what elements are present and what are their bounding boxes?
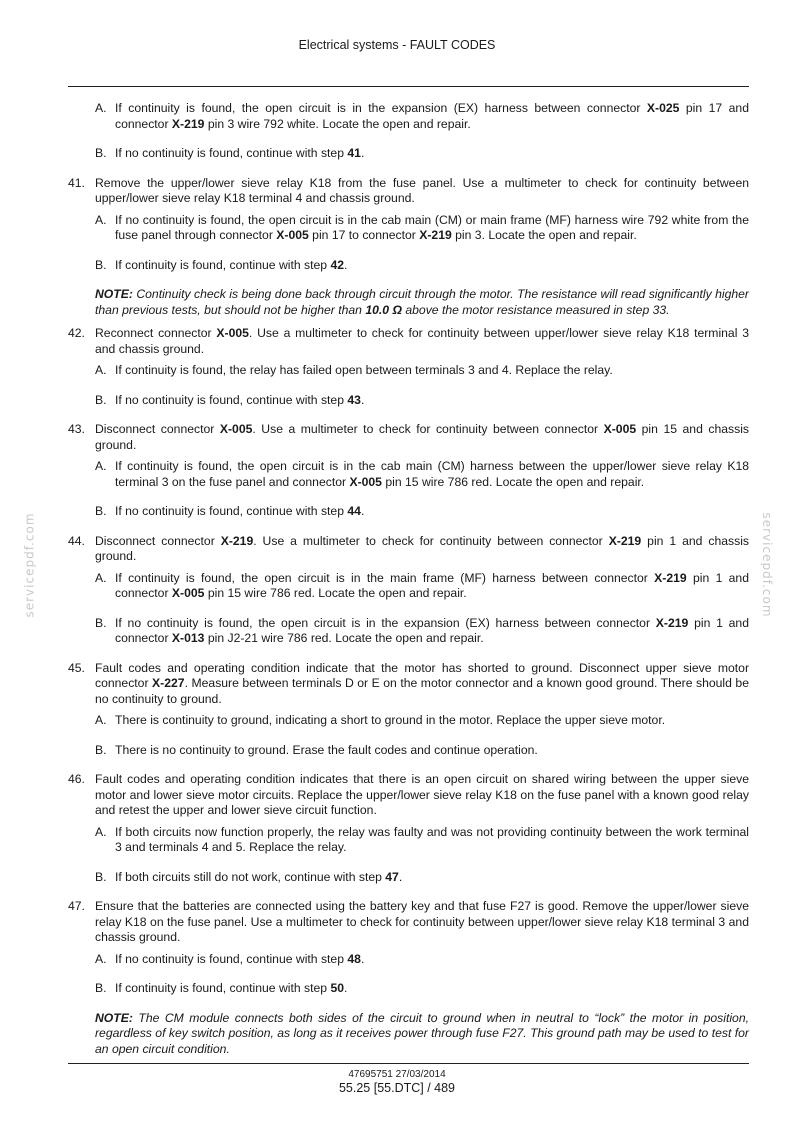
substep-letter: B. xyxy=(95,869,107,884)
text-run: pin 1 and chassis ground. xyxy=(95,533,749,563)
step-text xyxy=(95,422,749,452)
substep-letter: B. xyxy=(95,257,107,272)
bold-reference: X-005 xyxy=(349,474,382,489)
document-body xyxy=(0,95,794,1065)
substep-text xyxy=(115,504,364,518)
text-run: . xyxy=(344,981,348,995)
text-run: If both circuits still do not work, continue with step xyxy=(115,869,386,884)
text-run: pin 17 and connector xyxy=(115,101,749,131)
step-46 xyxy=(0,772,794,819)
substep-text xyxy=(115,825,749,855)
substep-46a xyxy=(0,825,794,856)
text-run: . xyxy=(398,869,403,884)
substep-text xyxy=(115,571,749,601)
bold-reference: 42 xyxy=(330,257,344,272)
bold-reference: X-219 xyxy=(220,533,254,548)
substep-text xyxy=(115,146,364,160)
text-run: If continuity is found, the relay has failed open between terminals 3 and 4. Replace the relay. xyxy=(115,363,613,377)
substep-letter: B. xyxy=(95,146,107,160)
substep-letter: B. xyxy=(95,392,107,407)
text-run: There is continuity to ground, indicating a short to ground in the motor. Replace the upper sieve motor. xyxy=(115,713,666,727)
note-block xyxy=(0,287,794,318)
text-run: . Measure between terminals D or E on the motor connector and a known good ground. There should be no continuity to ground. xyxy=(95,676,749,706)
text-run: pin 1 and connector xyxy=(115,570,749,600)
bold-reference: X-005 xyxy=(219,422,253,436)
substep-text xyxy=(115,743,538,757)
bold-reference: X-227 xyxy=(152,676,185,690)
note-block xyxy=(0,1011,794,1058)
step-number: 46. xyxy=(68,772,85,786)
step-41 xyxy=(0,176,794,207)
bold-reference: NOTE: xyxy=(95,1010,133,1025)
substep-text xyxy=(115,713,665,727)
step-text xyxy=(95,176,749,206)
text-run: Disconnect connector xyxy=(95,422,220,436)
bold-reference: X-219 xyxy=(608,533,642,548)
substep-letter: A. xyxy=(95,824,107,839)
bold-reference: X-219 xyxy=(654,570,687,585)
text-run: If continuity is found, the open circuit is in the expansion (EX) harness between connector xyxy=(115,101,647,115)
bold-reference: 41 xyxy=(347,146,361,160)
substep-45b xyxy=(0,743,794,759)
bold-reference: X-013 xyxy=(171,631,205,645)
text-run: Continuity check is being done back through circuit through the motor. The resistance will read significantly higher than previous tests, but should not be higher than xyxy=(95,287,749,317)
bold-reference: X-219 xyxy=(655,615,689,630)
text-run: The CM module connects both sides of the circuit to ground when in neutral to “lock” the motor in position, regardless of key switch position, as long as it receives power through fuse F27. This ground path may be used to test for an open circuit condition. xyxy=(95,1010,749,1056)
step-text xyxy=(95,661,749,706)
text-run: If continuity is found, the open circuit is in the main frame (MF) harness between connector xyxy=(115,570,655,585)
text-run: . xyxy=(360,392,365,407)
bold-reference: X-025 xyxy=(646,101,680,115)
text-run: If no continuity is found, the open circuit is in the cab main (CM) or main frame (MF) harness wire 792 white from the fuse panel through connector xyxy=(115,212,749,242)
text-run: above the motor resistance measured in step 33. xyxy=(401,302,670,317)
text-run: pin 1 and connector xyxy=(115,615,749,645)
substep-letter: A. xyxy=(95,212,107,227)
page-header-title: Electrical systems - FAULT CODES xyxy=(298,38,496,52)
substep-41a xyxy=(0,213,794,244)
text-run: If no continuity is found, continue with step xyxy=(115,392,348,407)
text-run: pin 15 wire 786 red. Locate the open and repair. xyxy=(204,586,467,600)
substep-40b xyxy=(0,146,794,162)
substep-text xyxy=(115,101,749,131)
text-run: pin J2-21 wire 786 red. Locate the open and repair. xyxy=(204,631,484,645)
footer-page-number: 55.25 [55.DTC] / 489 xyxy=(338,1081,456,1095)
substep-44a xyxy=(0,571,794,602)
text-run: There is no continuity to ground. Erase the fault codes and continue operation. xyxy=(115,742,538,757)
text-run: If no continuity is found, continue with step xyxy=(115,146,348,160)
footer-divider xyxy=(68,1063,749,1064)
step-44 xyxy=(0,534,794,565)
substep-text xyxy=(115,459,749,489)
substep-text xyxy=(115,393,364,407)
text-run: . xyxy=(360,951,365,966)
text-run: If no continuity is found, the open circuit is in the expansion (EX) harness between connector xyxy=(115,615,656,630)
substep-letter: B. xyxy=(95,615,107,630)
substep-letter: A. xyxy=(95,951,107,966)
step-text xyxy=(95,899,749,944)
text-run: If both circuits now function properly, the relay was faulty and was not providing continuity between the work terminal 3 and terminals 4 and 5. Replace the relay. xyxy=(115,824,749,854)
substep-letter: B. xyxy=(95,504,107,518)
substep-45a xyxy=(0,713,794,729)
substep-47a xyxy=(0,952,794,968)
substep-41b xyxy=(0,258,794,274)
substep-46b xyxy=(0,870,794,886)
bold-reference: X-005 xyxy=(603,422,637,436)
step-number: 41. xyxy=(68,175,85,190)
text-run: pin 15 and chassis ground. xyxy=(95,422,750,452)
bold-reference: 47 xyxy=(385,869,399,884)
substep-text xyxy=(115,616,749,646)
bold-reference: 43 xyxy=(347,392,361,407)
bold-reference: NOTE: xyxy=(95,287,133,301)
text-run: pin 17 to connector xyxy=(308,228,420,242)
step-47 xyxy=(0,899,794,946)
substep-40a xyxy=(0,101,794,132)
substep-letter: A. xyxy=(95,570,107,585)
substep-letter: A. xyxy=(95,101,107,115)
text-run: Fault codes and operating condition indicates that there is an open circuit on shared wiring between the upper sieve motor and lower sieve motor circuits. Replace the upper/lower sieve relay K18 on the fuse panel with a known good relay and retest the upper and lower sieve circuit function. xyxy=(95,772,749,817)
step-number: 43. xyxy=(68,422,85,436)
substep-letter: B. xyxy=(95,742,107,757)
header-divider xyxy=(68,86,749,87)
substep-text xyxy=(115,363,613,377)
bold-reference: 44 xyxy=(347,504,361,518)
step-number: 44. xyxy=(68,533,85,548)
bold-reference: X-005 xyxy=(216,326,249,340)
text-run: . xyxy=(360,504,365,518)
text-run: If continuity is found, continue with step xyxy=(115,981,331,995)
bold-reference: 50 xyxy=(330,981,344,995)
bold-reference: 48 xyxy=(347,951,361,966)
text-run: pin 3. Locate the open and repair. xyxy=(451,228,637,242)
substep-44b xyxy=(0,616,794,647)
step-text xyxy=(95,326,749,356)
substep-42a xyxy=(0,363,794,379)
text-run: If no continuity is found, continue with step xyxy=(115,504,348,518)
bold-reference: X-005 xyxy=(276,228,309,242)
substep-43b xyxy=(0,504,794,520)
text-run: . Use a multimeter to check for continuity between connector xyxy=(252,422,604,436)
text-run: Ensure that the batteries are connected using the battery key and that fuse F27 is good. Remove the upper/lower sieve relay K18 on the fuse panel. Use a multimeter to check for continuity between upper/lower sieve relay K18 terminal 3 and chassis ground. xyxy=(95,899,749,944)
watermark-right: servicepdf.com xyxy=(759,512,774,618)
text-run: Remove the upper/lower sieve relay K18 from the fuse panel. Use a multimeter to check for continuity between upper/lower sieve relay K18 terminal 4 and chassis ground. xyxy=(95,175,749,205)
step-43 xyxy=(0,422,794,453)
step-text xyxy=(95,534,749,564)
substep-text xyxy=(115,870,402,884)
text-run: . Use a multimeter to check for continuity between connector xyxy=(253,533,609,548)
text-run: . xyxy=(360,146,365,160)
substep-43a xyxy=(0,459,794,490)
step-text xyxy=(95,772,749,817)
step-number: 45. xyxy=(68,660,85,675)
substep-text xyxy=(115,981,347,995)
substep-text xyxy=(115,213,749,243)
substep-text xyxy=(115,258,347,272)
bold-reference: X-219 xyxy=(171,116,205,131)
text-run: If no continuity is found, continue with step xyxy=(115,951,348,966)
text-run: pin 3 wire 792 white. Locate the open and repair. xyxy=(204,116,471,131)
text-run: . Use a multimeter to check for continuity between upper/lower sieve relay K18 terminal 3 and chassis ground. xyxy=(95,326,749,356)
bold-reference: X-219 xyxy=(419,228,452,242)
substep-letter: A. xyxy=(95,459,107,473)
substep-letter: A. xyxy=(95,713,107,727)
bold-reference: X-005 xyxy=(171,586,205,600)
step-42 xyxy=(0,326,794,357)
substep-42b xyxy=(0,393,794,409)
text-run: Reconnect connector xyxy=(95,326,217,340)
substep-47b xyxy=(0,981,794,997)
step-number: 47. xyxy=(68,899,85,913)
footer-document-id: 47695751 27/03/2014 xyxy=(348,1069,446,1080)
substep-text xyxy=(115,952,364,966)
substep-letter: B. xyxy=(95,981,107,995)
text-run: Fault codes and operating condition indicate that the motor has shorted to ground. Disconnect upper sieve motor connector xyxy=(95,660,749,690)
substep-letter: A. xyxy=(95,363,107,377)
text-run: pin 15 wire 786 red. Locate the open and repair. xyxy=(381,474,645,489)
step-45 xyxy=(0,661,794,708)
text-run: If continuity is found, the open circuit is in the cab main (CM) harness between the upper/lower sieve relay K18 terminal 3 on the fuse panel and connector xyxy=(115,459,749,489)
text-run: If continuity is found, continue with step xyxy=(115,257,331,272)
text-run: . xyxy=(344,257,348,272)
text-run: Disconnect connector xyxy=(95,533,221,548)
watermark-left: servicepdf.com xyxy=(22,512,37,618)
step-number: 42. xyxy=(68,326,85,340)
bold-reference: 10.0 Ω xyxy=(365,302,402,317)
